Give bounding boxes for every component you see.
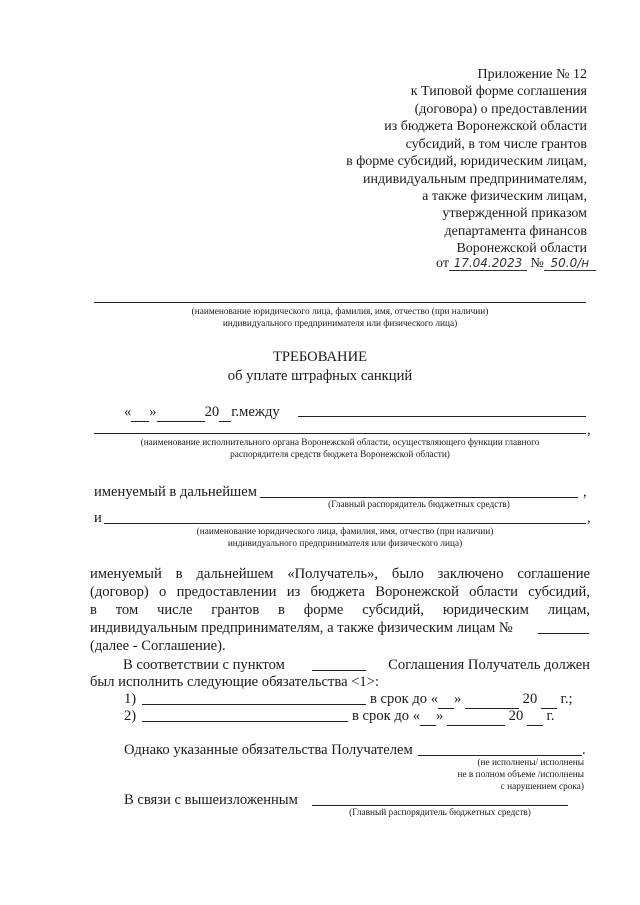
and-label: и	[94, 510, 102, 526]
status-caption-line: (не исполнены/ исполнены	[477, 758, 584, 768]
header-line: Приложение № 12	[477, 67, 587, 82]
header-line: из бюджета Воронежской области	[384, 119, 587, 134]
document-subtitle: об уплате штрафных санкций	[227, 368, 413, 384]
obligation-term	[352, 707, 555, 726]
status-blank	[418, 755, 582, 756]
consequence-field-line	[312, 805, 568, 806]
header-line: субсидий, в том числе грантов	[405, 137, 587, 152]
header-line: департамента финансов	[444, 224, 587, 239]
comma: ,	[587, 422, 591, 438]
order-line	[436, 256, 596, 272]
main-manager-field-line	[260, 497, 578, 498]
header-line: индивидуальным предпринимателям,	[363, 172, 587, 187]
day-blank	[420, 707, 436, 726]
date-line	[124, 403, 280, 422]
term-label: в срок до «	[370, 691, 439, 707]
order-number: 50.0/н	[544, 256, 596, 271]
recipient2-caption-line: индивидуального предпринимателя или физического лица)	[227, 539, 463, 549]
open-quote: «	[124, 404, 132, 420]
main-manager-caption: (Главный распорядитель бюджетных средств)	[328, 500, 510, 510]
month-blank	[157, 403, 205, 422]
year-blank	[219, 403, 231, 422]
para2-start: В соответствии с пунктом	[123, 657, 285, 673]
obligation-number: 1)	[124, 691, 137, 707]
obligation-blank	[142, 721, 348, 722]
year-blank	[527, 707, 543, 726]
obligation-number: 2)	[124, 708, 137, 724]
order-number-label: №	[530, 256, 544, 271]
consequence-caption: (Главный распорядитель бюджетных средств)	[349, 808, 531, 818]
header-line: к Типовой форме соглашения	[410, 84, 587, 99]
year-prefix: 20	[522, 691, 538, 707]
date-line-fill	[298, 416, 586, 417]
referred-label: именуемый в дальнейшем	[94, 484, 257, 500]
order-prefix: от	[436, 256, 449, 271]
date-suffix: г.между	[231, 404, 280, 420]
para2-end: Соглашения Получатель должен	[388, 657, 590, 673]
organ-caption-line: распорядителя средств бюджета Воронежской области)	[230, 450, 450, 460]
status-caption-line: с нарушением срока)	[500, 782, 584, 792]
year-prefix: 20	[508, 708, 524, 724]
period: .	[582, 742, 586, 758]
clause-blank	[312, 670, 366, 671]
close-quote: »	[436, 708, 444, 724]
day-blank	[131, 403, 149, 422]
header-line: Воронежской области	[456, 241, 587, 256]
document-title: ТРЕБОВАНИЕ	[272, 349, 368, 365]
recipient2-caption-line: (наименование юридического лица, фамилия, имя, отчество (при наличии)	[196, 527, 494, 537]
close-quote: »	[454, 691, 462, 707]
agreement-number-blank	[538, 633, 589, 634]
year-suffix: г.	[546, 708, 555, 724]
recipient2-field-line	[104, 523, 586, 524]
comma: ,	[587, 510, 591, 526]
month-blank	[447, 707, 505, 726]
term-label: в срок до «	[352, 708, 421, 724]
header-line: а также физическим лицам,	[422, 189, 587, 204]
recipient-field-line	[94, 302, 586, 303]
header-line: утвержденной приказом	[442, 206, 587, 221]
consequence-text: В связи с вышеизложенным	[124, 792, 298, 808]
year-suffix: г.;	[560, 691, 573, 707]
para2-line2: был исполнить следующие обязательства <1>:	[90, 674, 380, 690]
recipient-caption-line: (наименование юридического лица, фамилия, имя, отчество (при наличии)	[191, 307, 489, 317]
recipient-caption-line: индивидуального предпринимателя или физического лица)	[222, 319, 458, 329]
however-text: Однако указанные обязательства Получателем	[124, 742, 413, 758]
order-date: 17.04.2023	[449, 256, 527, 271]
organ-field-line	[94, 433, 586, 434]
header-line: в форме субсидий, юридическим лицам,	[346, 154, 587, 169]
para1-line: (далее - Соглашение).	[90, 638, 226, 654]
para1-line: (договор) о предоставлении из бюджета Воронежской области субсидий,	[90, 584, 590, 600]
comma: ,	[583, 484, 587, 500]
para1-line: индивидуальным предпринимателям, а также физическим лицам №	[90, 620, 513, 636]
obligation-blank	[142, 704, 366, 705]
year-prefix: 20	[204, 404, 220, 420]
organ-caption-line: (наименование исполнительного органа Воронежской области, осуществляющего функции главного	[140, 438, 540, 448]
para1-line: именуемый в дальнейшем «Получатель», было заключено соглашение	[90, 566, 590, 582]
header-line: (договора) о предоставлении	[414, 102, 587, 117]
status-caption-line: не в полном объеме /исполнены	[457, 770, 584, 780]
close-quote: »	[149, 404, 157, 420]
para1-line: в том числе грантов в форме субсидий, юридическим лицам,	[90, 602, 590, 618]
